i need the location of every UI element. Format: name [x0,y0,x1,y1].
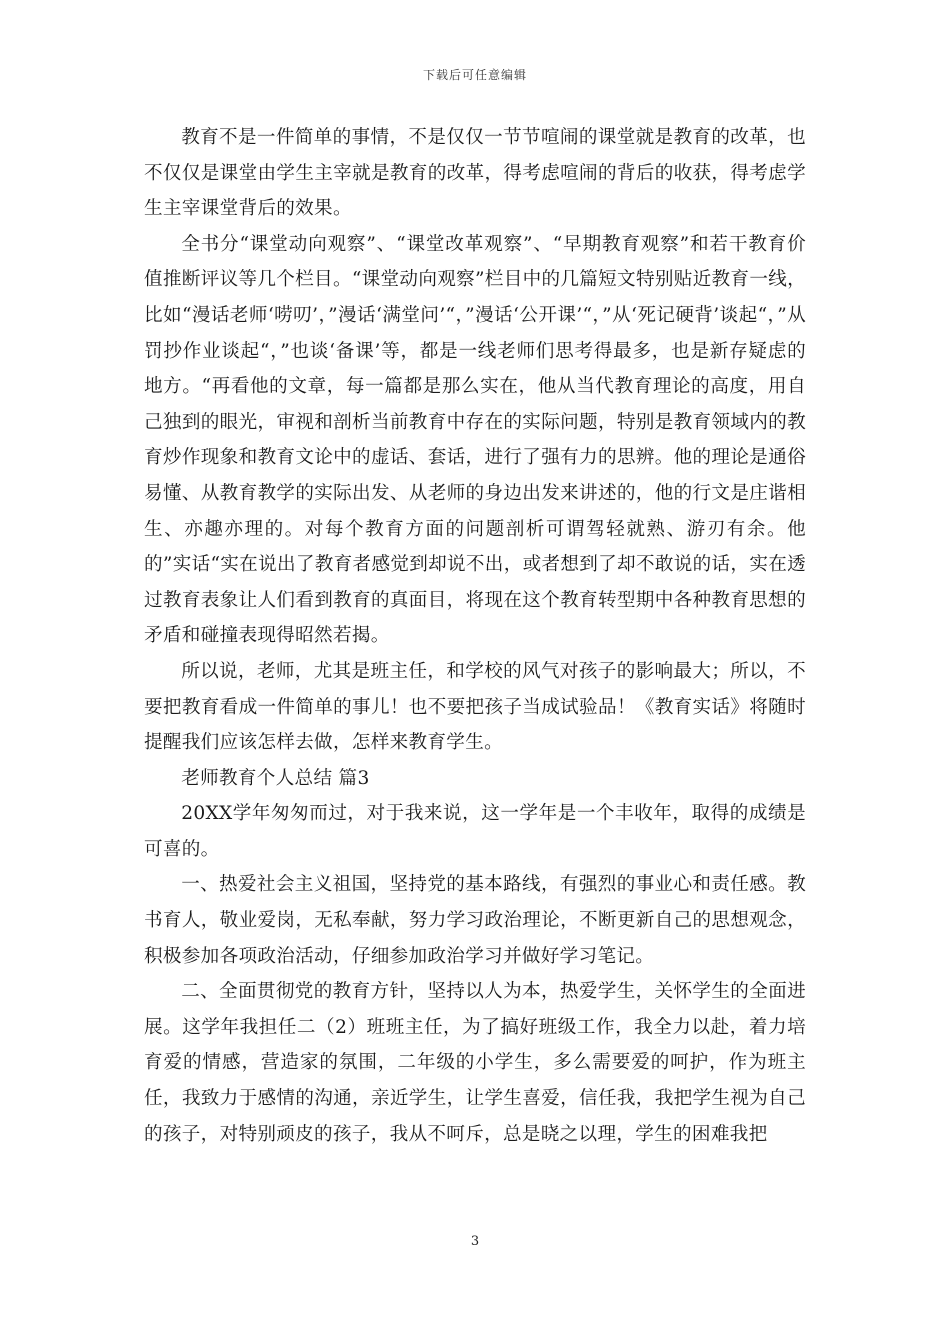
paragraph-conclusion: 所以说，老师，尤其是班主任，和学校的风气对孩子的影响最大；所以，不要把教育看成一件简单的事儿！也不要把孩子当成试验品！《教育实话》将随时提醒我们应该怎样去做，怎样来教育学生。 [144,660,806,754]
document-body [144,120,806,1152]
page-header: 下载后可任意编辑 [422,68,527,82]
paragraph-point-one: 一、热爱社会主义祖国，坚持党的基本路线，有强烈的事业心和责任感。教书育人，敬业爱岗，无私奉献，努力学习政治理论，不断更新自己的思想观念，积极参加各项政治活动，仔细参加政治学习并做好学习笔记。 [144,874,806,967]
section-heading: 老师教育个人总结 篇3 [181,767,370,789]
paragraph-year-summary: 20XX学年匆匆而过，对于我来说，这一学年是一个丰收年，取得的成绩是可喜的。 [144,803,806,860]
paragraph-point-two: 二、全面贯彻党的教育方针，坚持以人为本，热爱学生，关怀学生的全面进展。这学年我担任二（2）班班主任，为了搞好班级工作，我全力以赴，着力培育爱的情感，营造家的氛围，二年级的小学生，多么需要爱的呵护，作为班主任，我致力于感情的沟通，亲近学生，让学生喜爱，信任我，我把学生视为自己的孩子，对特别顽皮的孩子，我从不呵斥，总是晓之以理，学生的困难我把 [144,981,806,1145]
paragraph-intro: 教育不是一件简单的事情，不是仅仅一节节喧闹的课堂就是教育的改革，也不仅仅是课堂由学生主宰就是教育的改革，得考虑喧闹的背后的收获，得考虑学生主宰课堂背后的效果。 [144,127,806,220]
page-number: 3 [470,1234,480,1249]
paragraph-book-review: 全书分“课堂动向观察”、“课堂改革观察”、“早期教育观察”和若干教育价值推断评议等几个栏目。“课堂动向观察”栏目中的几篇短文特别贴近教育一线，比如“漫话老师‘唠叨’，”漫话‘满堂问’“，”漫话‘公开课’“，”从‘死记硬背’谈起“，”从罚抄作业谈起“，”也谈‘备课’等，都是一线老师们思考得最多，也是新存疑虑的地方。“再看他的文章，每一篇都是那么实在，他从当代教育理论的高度，用自己独到的眼光，审视和剖析当前教育中存在的实际问题，特别是教育领域内的教育炒作现象和教育文论中的虚话、套话，进行了强有力的思辨。他的理论是通俗易懂、从教育教学的实际出发、从老师的身边出发来讲述的，他的行文是庄谐相生、亦趣亦理的。对每个教育方面的问题剖析可谓驾轻就熟、游刃有余。他的”实话“实在说出了教育者感觉到却说不出，或者想到了却不敢说的话，实在透过教育表象让人们看到教育的真面目，将现在这个教育转型期中各种教育思想的矛盾和碰撞表现得昭然若揭。 [144,233,806,647]
